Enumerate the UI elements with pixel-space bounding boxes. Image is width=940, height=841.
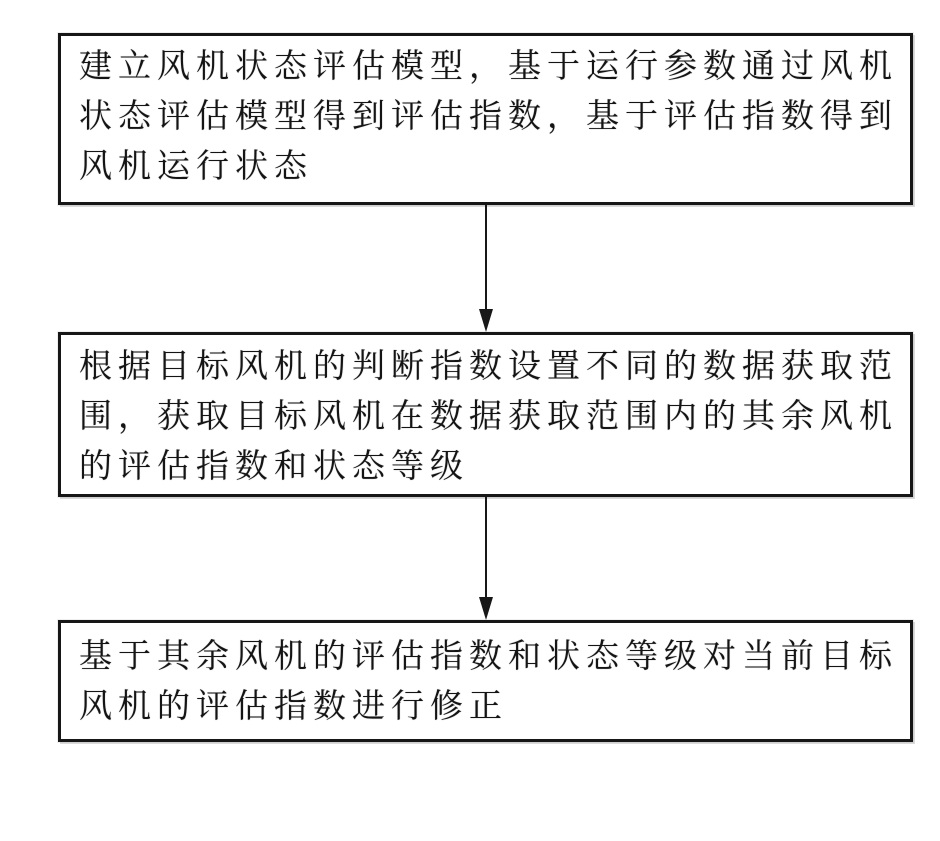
flow-step-2-box (58, 332, 913, 497)
connector-step1-to-step2 (478, 205, 494, 332)
flow-step-3-line-1: 基于其余风机的评估指数和状态等级对当前目标 (79, 639, 898, 675)
arrow-shaft (485, 205, 487, 309)
flow-step-2-line-3: 的评估指数和状态等级 (79, 449, 469, 485)
flow-step-3-box (58, 620, 913, 742)
arrow-shaft (485, 497, 487, 597)
flow-step-2-line-2: 围，获取目标风机在数据获取范围内的其余风机 (79, 399, 898, 435)
flow-step-2-line-1: 根据目标风机的判断指数设置不同的数据获取范 (79, 349, 898, 385)
flow-step-1-line-1: 建立风机状态评估模型，基于运行参数通过风机 (79, 49, 898, 85)
arrow-down-icon (479, 309, 493, 332)
flow-step-1-line-2: 状态评估模型得到评估指数，基于评估指数得到 (79, 99, 898, 135)
connector-step2-to-step3 (478, 497, 494, 620)
arrow-down-icon (479, 597, 493, 620)
flow-step-3-line-2: 风机的评估指数进行修正 (79, 689, 508, 725)
flow-step-1-box (58, 33, 913, 205)
flow-step-1-line-3: 风机运行状态 (79, 149, 313, 185)
